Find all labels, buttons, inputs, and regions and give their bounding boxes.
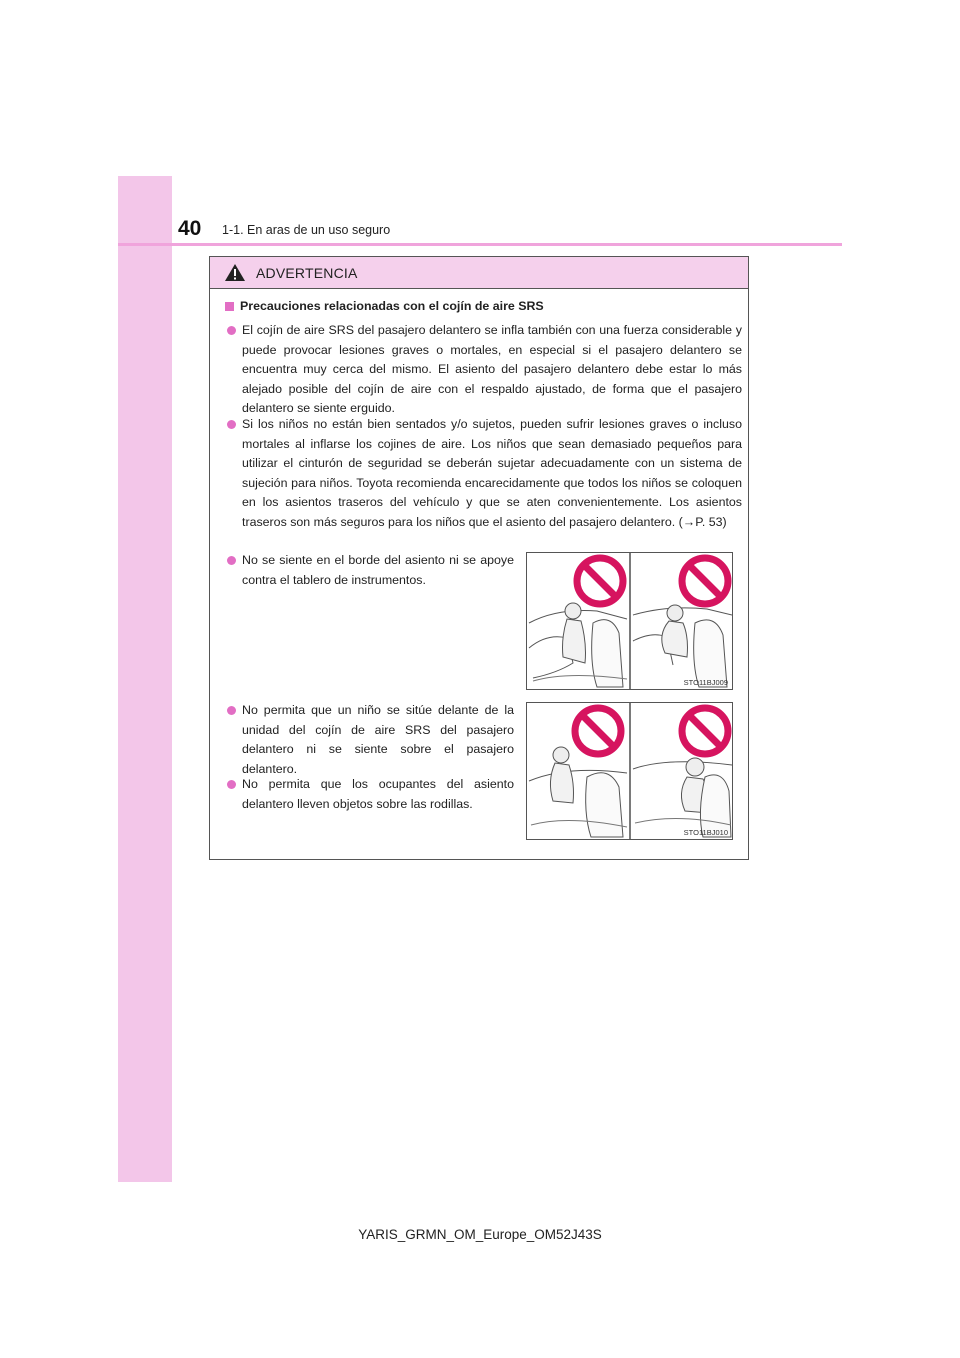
bullet-dot-icon [227, 556, 236, 565]
side-color-band [118, 176, 172, 1182]
bullet-dot-icon [227, 780, 236, 789]
illustration-code: STO11BJ009 [683, 678, 728, 687]
subheading-text: Precauciones relacionadas con el cojín de aire SRS [240, 299, 544, 313]
warning-triangle-icon [224, 263, 246, 282]
illustration-code: STO11BJ010 [683, 828, 728, 837]
warning-header [210, 257, 748, 289]
bullet-dot-icon [227, 326, 236, 335]
square-bullet-icon [225, 302, 234, 311]
bullet-item [242, 775, 514, 814]
footer-document-code: YARIS_GRMN_OM_Europe_OM52J43S [358, 1227, 602, 1242]
section-title: 1-1. En aras de un uso seguro [222, 223, 391, 237]
bullet-text: Si los niños no están bien sentados y/o sujetos, pueden sufrir lesiones graves o incluso mortales al inflarse los cojines de aire. Los niños que sean demasiado pequeños para utilizar el cinturón de seguridad se deberán sujetar adecuadamente con un sistema de sujeción para niños. Toyota recomienda encarecidamente que todos los niños se coloquen en los asientos traseros del vehículo y que se aten convenientemente. Los asientos traseros son más seguros para los niños que el asiento del pasajero delantero. (→P. 53) [242, 417, 742, 529]
bullet-item [242, 415, 742, 533]
bullet-text: El cojín de aire SRS del pasajero delantero se infla también con una fuerza considerable y puede provocar lesiones graves o mortales, en especial si el pasajero delantero se encuentra muy cerca del mismo. El asiento del pasajero delantero debe estar lo más alejado posible del cojín de aire con el respaldo ajustado, de forma que el pasajero delantero se siente erguido. [242, 323, 742, 416]
warning-subheading [225, 299, 544, 313]
header-rule [118, 243, 842, 246]
illustration-drawing [527, 703, 733, 840]
illustration-child-front [526, 702, 733, 840]
page-number: 40 [178, 217, 202, 240]
illustration-drawing [527, 553, 733, 690]
bullet-text: No permita que un niño se sitúe delante de la unidad del cojín de aire SRS del pasajero delantero ni se siente sobre el pasajero delantero. [242, 703, 514, 776]
warning-box [209, 256, 749, 860]
bullet-item [242, 321, 742, 419]
bullet-text: No se siente en el borde del asiento ni se apoye contra el tablero de instrumentos. [242, 553, 514, 587]
bullet-dot-icon [227, 706, 236, 715]
warning-title: ADVERTENCIA [256, 264, 358, 281]
bullet-dot-icon [227, 420, 236, 429]
illustration-leaning-forward [526, 552, 733, 690]
bullet-item [242, 701, 514, 779]
bullet-text: No permita que los ocupantes del asiento delantero lleven objetos sobre las rodillas. [242, 777, 514, 811]
bullet-item [242, 551, 514, 590]
